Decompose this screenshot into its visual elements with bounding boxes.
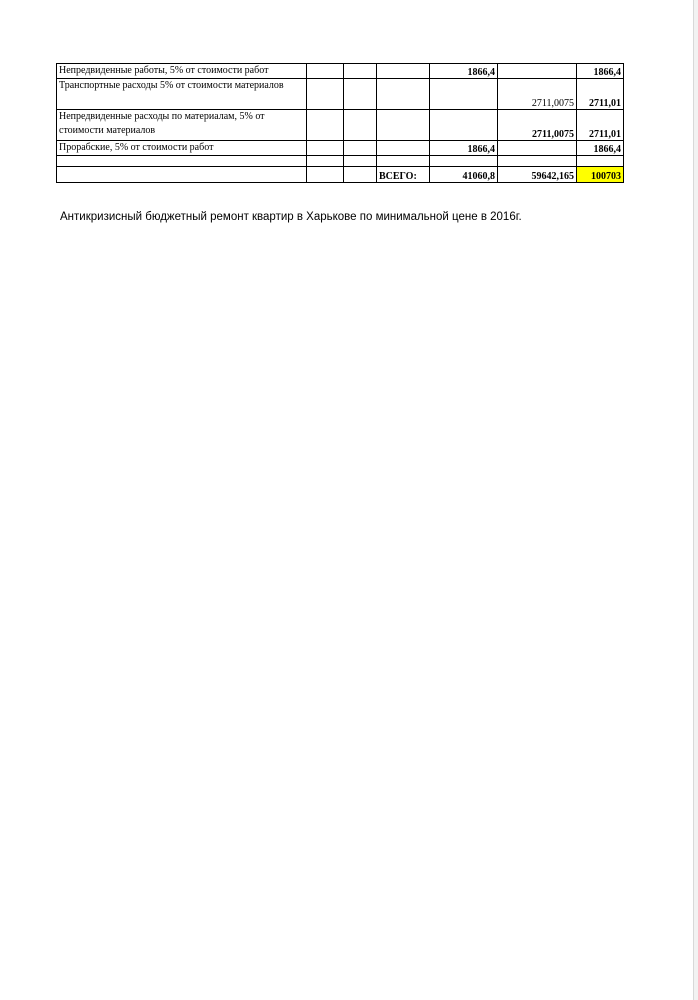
materials-cost-cell: 2711,0075 bbox=[498, 110, 577, 141]
row-total-cell: 1866,4 bbox=[577, 141, 624, 156]
page-caption: Антикризисный бюджетный ремонт квартир в Харькове по минимальной цене в 2016г. bbox=[60, 211, 522, 223]
empty-cell bbox=[430, 156, 498, 167]
total-materials-cell: 59642,165 bbox=[498, 167, 577, 183]
empty-cell bbox=[344, 79, 377, 110]
row-name-cell: Прорабские, 5% от стоимости работ bbox=[57, 141, 307, 156]
estimate-table bbox=[56, 63, 624, 183]
row-name-cell: Транспортные расходы 5% от стоимости материалов bbox=[57, 79, 307, 110]
empty-cell bbox=[307, 167, 344, 183]
table-row bbox=[57, 64, 624, 79]
table-row bbox=[57, 141, 624, 156]
empty-cell bbox=[344, 141, 377, 156]
row-total-cell: 2711,01 bbox=[577, 79, 624, 110]
total-works-cell: 41060,8 bbox=[430, 167, 498, 183]
total-label: ВСЕГО: bbox=[377, 167, 430, 183]
empty-cell bbox=[344, 110, 377, 141]
page-edge bbox=[693, 0, 698, 1000]
row-total-cell: 2711,01 bbox=[577, 110, 624, 141]
materials-cost-cell bbox=[498, 64, 577, 79]
materials-cost-cell bbox=[498, 141, 577, 156]
total-row bbox=[57, 167, 624, 183]
empty-cell bbox=[377, 64, 430, 79]
materials-cost-cell: 2711,0075 bbox=[498, 79, 577, 110]
empty-cell bbox=[377, 141, 430, 156]
works-cost-cell: 1866,4 bbox=[430, 64, 498, 79]
empty-cell bbox=[344, 167, 377, 183]
empty-cell bbox=[498, 156, 577, 167]
empty-cell bbox=[307, 156, 344, 167]
grand-total-cell: 100703 bbox=[577, 167, 624, 183]
empty-cell bbox=[377, 110, 430, 141]
empty-cell bbox=[57, 156, 307, 167]
empty-cell bbox=[344, 64, 377, 79]
row-name-cell: Непредвиденные расходы по материалам, 5% от стоимости материалов bbox=[57, 110, 307, 141]
table-row-empty bbox=[57, 156, 624, 167]
empty-cell bbox=[307, 79, 344, 110]
empty-cell bbox=[377, 79, 430, 110]
table-row bbox=[57, 110, 624, 141]
row-name-cell: Непредвиденные работы, 5% от стоимости работ bbox=[57, 64, 307, 79]
works-cost-cell: 1866,4 bbox=[430, 141, 498, 156]
row-total-cell: 1866,4 bbox=[577, 64, 624, 79]
table-row bbox=[57, 79, 624, 110]
empty-cell bbox=[577, 156, 624, 167]
works-cost-cell bbox=[430, 79, 498, 110]
works-cost-cell bbox=[430, 110, 498, 141]
empty-cell bbox=[377, 156, 430, 167]
empty-cell bbox=[307, 64, 344, 79]
empty-cell bbox=[344, 156, 377, 167]
empty-cell bbox=[307, 110, 344, 141]
empty-cell bbox=[57, 167, 307, 183]
empty-cell bbox=[307, 141, 344, 156]
